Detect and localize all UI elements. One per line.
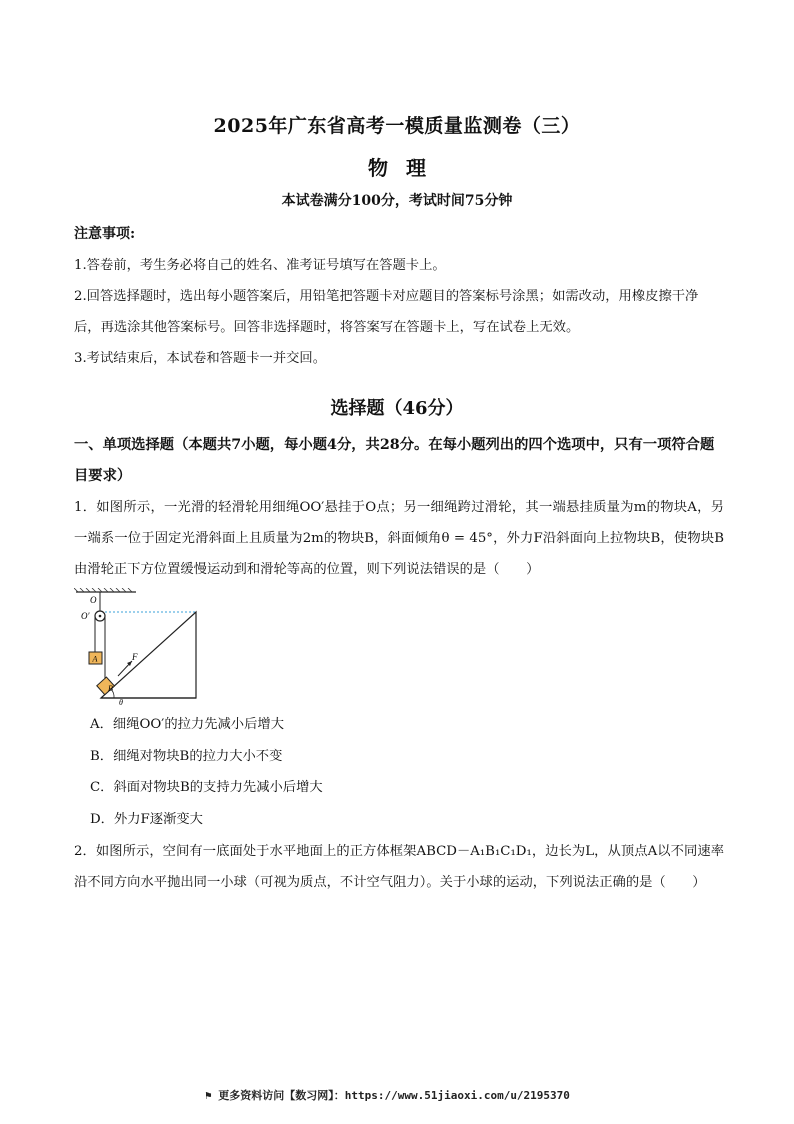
- question-2-stem: 2．如图所示，空间有一底面处于水平地面上的正方体框架ABCD－A₁B₁C₁D₁，边长为L，从顶点A以不同速率沿不同方向水平抛出同一小球（可视为质点，不计空气阻力）。关于小球的运动，下列说法正确的是（ ）: [74, 844, 724, 890]
- exam-title: 2025年广东省高考一模质量监测卷（三）: [213, 115, 581, 137]
- question-1-options: [90, 709, 323, 835]
- label-B: B: [108, 684, 113, 693]
- label-O-prime: O′: [81, 611, 90, 621]
- label-F: F: [132, 652, 138, 662]
- pulley-incline-figure: [74, 588, 204, 706]
- label-theta: θ: [119, 698, 123, 706]
- question-1-stem: 1．如图所示，一光滑的轻滑轮用细绳OO′悬挂于O点；另一细绳跨过滑轮，其一端悬挂质量为m的物块A，另一端系一位于固定光滑斜面上且质量为2m的物块B，斜面倾角θ = 45°，外力F沿斜面向上拉物块B，使物块B由滑轮正下方位置缓慢运动到和滑轮等高的位置，则下列说法错误的是（ ）: [74, 500, 724, 577]
- incline: [101, 612, 196, 698]
- footer-link-text[interactable]: 更多资料访问【数习网】：https://www.51jiaoxi.com/u/2195370: [218, 1089, 570, 1102]
- label-A: A: [92, 654, 98, 664]
- footer: [205, 1087, 570, 1103]
- option-A: A．细绳OO′的拉力先减小后增大: [90, 717, 284, 732]
- exam-info: 本试卷满分100分，考试时间75分钟: [281, 193, 513, 209]
- part-heading: 一、单项选择题（本题共7小题，每小题4分，共28分。在每小题列出的四个选项中，只有一项符合题目要求）: [74, 437, 715, 484]
- notice-item: 2.回答选择题时，选出每小题答案后，用铅笔把答题卡对应题目的答案标号涂黑；如需改动，用橡皮擦干净后，再选涂其他答案标号。回答非选择题时，将答案写在答题卡上，写在试卷上无效。: [74, 289, 699, 335]
- subject-title: 物理: [368, 156, 444, 180]
- notice-list: [74, 250, 724, 374]
- question-2: [74, 836, 724, 898]
- option-C: C．斜面对物块B的支持力先减小后增大: [90, 780, 323, 795]
- option-D: D．外力F逐渐变大: [90, 811, 203, 827]
- question-1: [74, 492, 724, 585]
- notice-heading: 注意事项:: [74, 226, 136, 242]
- flag-icon: ⚑: [205, 1089, 212, 1102]
- section-title: 选择题（46分）: [330, 398, 464, 419]
- label-O: O: [90, 595, 97, 605]
- notice-item: 3.考试结束后，本试卷和答题卡一并交回。: [74, 351, 327, 366]
- option-B: B．细绳对物块B的拉力大小不变: [90, 748, 283, 764]
- notice-item: 1.答卷前，考生务必将自己的姓名、准考证号填写在答题卡上。: [74, 258, 446, 273]
